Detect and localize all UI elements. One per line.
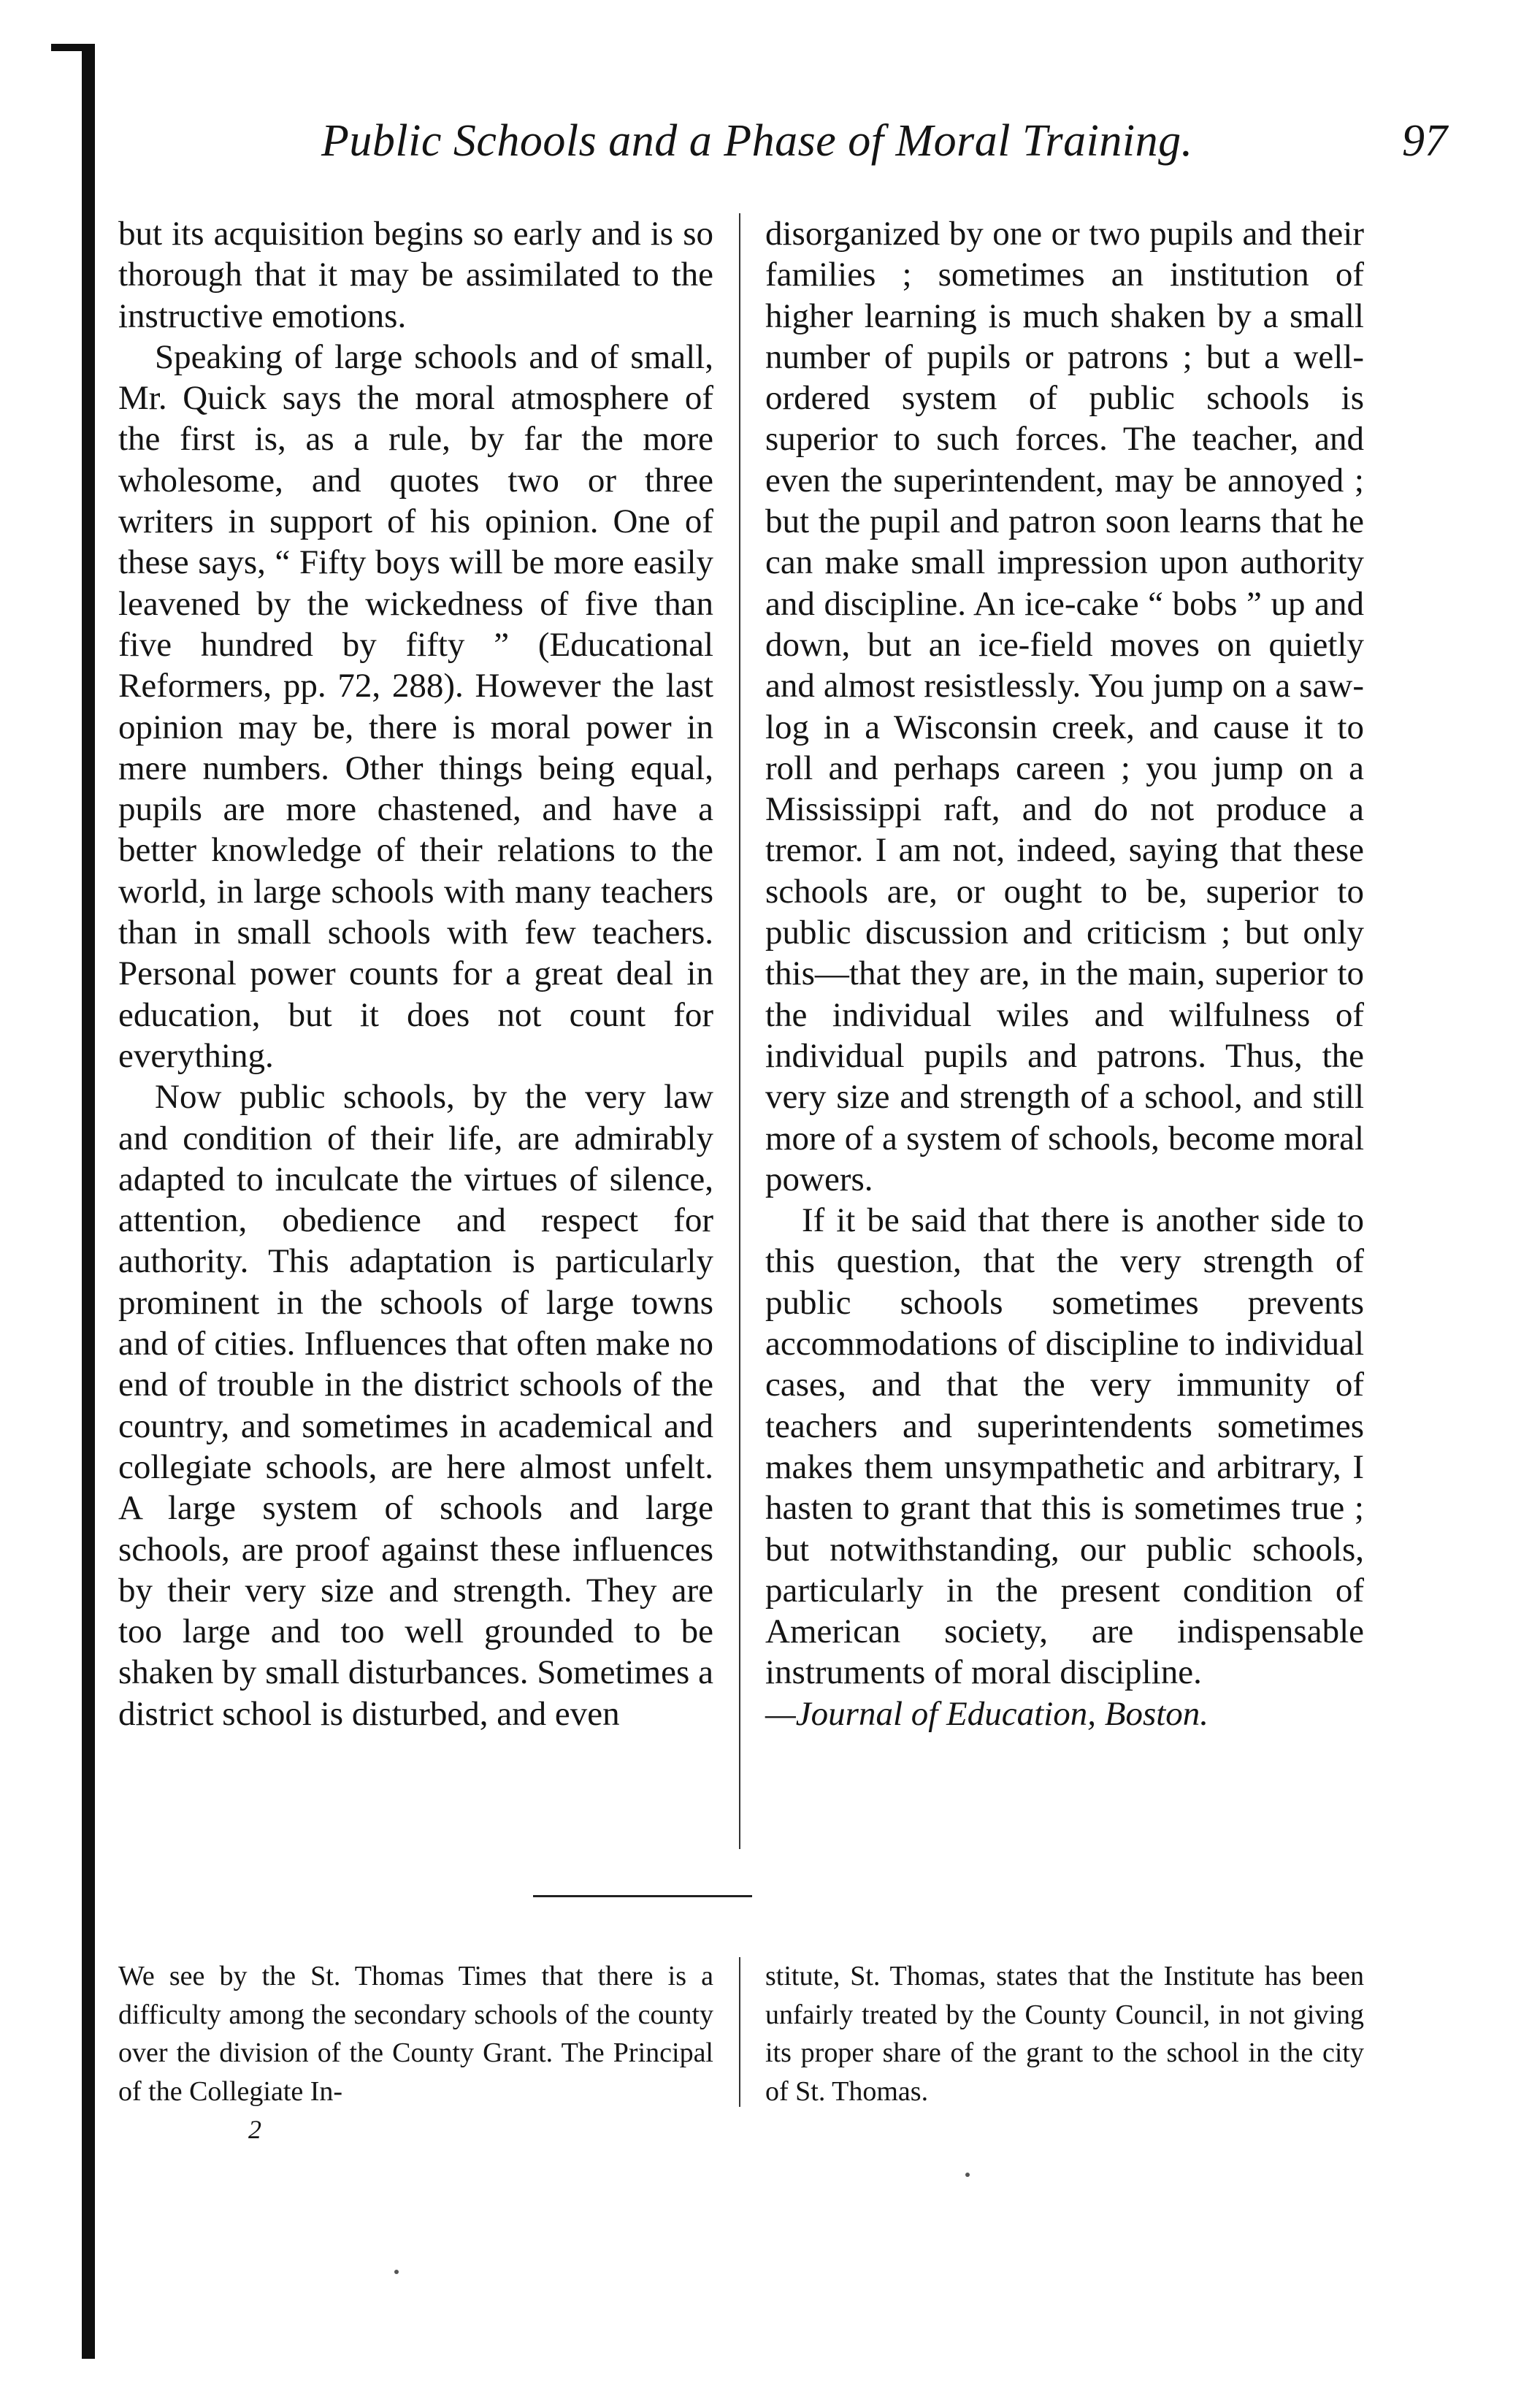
article-paragraph: but its acquisition begins so early and is so thorough that it may be assimilated to the instructive emotions. xyxy=(118,215,713,335)
binding-edge-rule xyxy=(82,44,95,2359)
article-right-column xyxy=(765,213,1364,1734)
article-paragraph: Speaking of large schools and of small, Mr. Quick says the moral atmosphere of the first is, as a rule, by far the more wholesome, and quotes two or three writers in support of his opinion. One of these says, “ Fifty boys will be more easily leavened by the wickedness of five than five hundred by fifty ” (Educational Reformers, pp. 72, 288). However the last opinion may be, there is moral power in mere numbers. Other things being equal, pupils are more chastened, and have a better knowledge of their relations to the world, in large schools with many teachers than in small schools with few teachers. Personal power counts for a great deal in education, but it does not count for everything. xyxy=(118,337,713,1075)
article-paragraph: Now public schools, by the very law and condition of their life, are admirably adapted to inculcate the virtues of silence, attention, obedience and respect for authority. This adaptation is particularly prominent in the schools of large towns and of cities. Influences that often make no end of trouble in the district schools of the country, and sometimes in academical and collegiate schools, are here almost unfelt. A large system of schools and large schools, are proof against these influences by their very size and strength. They are too large and too well grounded to be shaken by small disturbances. Sometimes a district school is disturbed, and even xyxy=(118,1078,713,1733)
column-divider xyxy=(739,213,740,1849)
article-paragraph: disorganized by one or two pupils and their families ; sometimes an institution of higher learning is much shaken by a small number of pupils or patrons ; but a well-ordered system of public schools is superior to such forces. The teacher, and even the superintendent, may be annoyed ; but the pupil and patron soon learns that he can make small impression upon authority and discipline. An ice-cake “ bobs ” up and down, but an ice-field moves on quietly and almost resistlessly. You jump on a saw-log in a Wisconsin creek, and cause it to roll and perhaps careen ; you jump on a Mississippi raft, and do not produce a tremor. I am not, indeed, saying that these schools are, or ought to be, superior to public discussion and criticism ; but only this—that they are, in the main, superior to the individual wiles and wilfulness of individual pupils and patrons. Thus, the very size and strength of a school, and still more of a system of schools, become moral powers. xyxy=(765,215,1364,1198)
page-number: 97 xyxy=(1402,116,1447,166)
news-note-right-column xyxy=(765,1957,1364,2110)
running-title: Public Schools and a Phase of Moral Training. xyxy=(321,116,1193,166)
news-note-paragraph: We see by the St. Thomas Times that there is a difficulty among the secondary schools of the county over the division of the County Grant. The Principal of the Collegiate In- xyxy=(118,1961,713,2107)
news-note-paragraph: stitute, St. Thomas, states that the Institute has been unfairly treated by the County Council, in not giving its proper share of the grant to the school in the city of St. Thomas. xyxy=(765,1961,1364,2107)
signature-mark: 2 xyxy=(248,2115,261,2144)
article-left-column xyxy=(118,213,713,1734)
print-speck xyxy=(394,2270,399,2274)
section-divider-rule xyxy=(533,1895,752,1897)
print-speck xyxy=(965,2173,970,2177)
note-column-divider xyxy=(739,1957,740,2107)
article-paragraph: If it be said that there is another side to this question, that the very strength of public schools sometimes prevents accommodations of discipline to individual cases, and that the very immunity of teachers and superintendents sometimes makes them unsympathetic and arbitrary, I hasten to grant that this is sometimes true ; but notwithstanding, our public schools, particularly in the present condition of American society, are indispensable instruments of moral discipline. xyxy=(765,1201,1364,1692)
news-note-left-column xyxy=(118,1957,713,2110)
article-attribution: —Journal of Education, Boston. xyxy=(765,1694,1209,1733)
